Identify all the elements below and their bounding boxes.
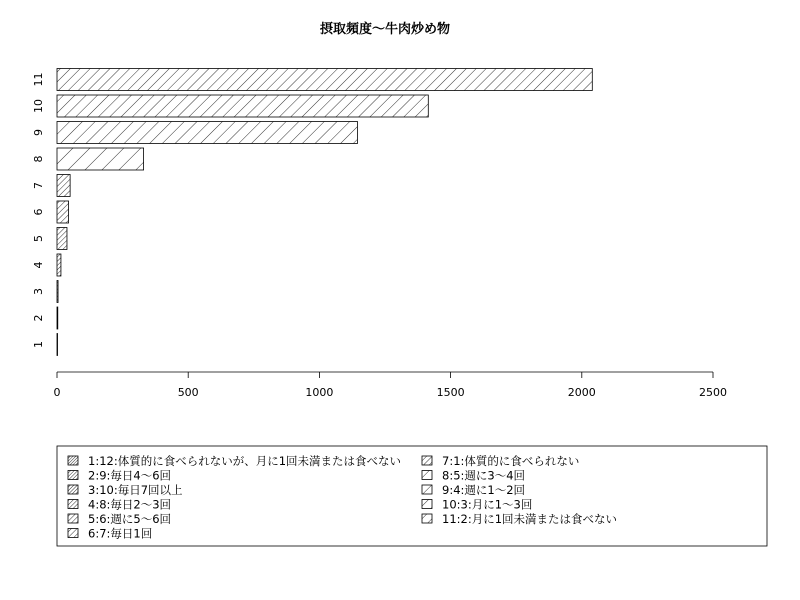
y-tick-label: 1 (32, 341, 45, 348)
legend-entry: 6:7:毎日1回 (88, 526, 153, 541)
y-axis (32, 73, 45, 349)
legend-swatch (68, 529, 78, 538)
legend-entry: 2:9:毎日4～6回 (88, 468, 172, 483)
legend-entry: 3:10:毎日7回以上 (88, 483, 183, 497)
legend-swatch (422, 471, 432, 480)
legend-swatch (422, 514, 432, 523)
bar-3 (57, 281, 58, 303)
x-tick-label: 0 (53, 386, 61, 399)
legend-entry: 1:12:体質的に食べられないが、月に1回未満または食べない (88, 454, 402, 468)
chart-title: 摂取頻度～牛肉炒め物 (319, 22, 451, 37)
y-tick-label: 11 (32, 72, 45, 87)
legend-entry: 5:6:週に5～6回 (88, 512, 172, 526)
legend-swatch (68, 485, 78, 494)
bar-10 (57, 95, 428, 117)
bar-5 (57, 228, 67, 250)
bar-1 (57, 334, 58, 356)
legend-swatch (68, 514, 78, 523)
legend-entry: 4:8:毎日2～3回 (88, 497, 172, 512)
y-tick-label: 7 (32, 182, 45, 189)
y-tick-label: 8 (32, 155, 45, 163)
bar-4 (57, 254, 61, 276)
y-tick-label: 10 (32, 99, 45, 113)
x-tick-label: 1500 (436, 386, 465, 399)
legend (57, 446, 767, 546)
x-axis (54, 372, 728, 399)
legend-swatch (422, 500, 432, 509)
legend-entry: 7:1:体質的に食べられない (442, 454, 580, 468)
legend-entry: 10:3:月に1～3回 (442, 497, 533, 512)
legend-swatch (68, 500, 78, 509)
x-tick-label: 1000 (305, 386, 334, 399)
legend-swatch (422, 485, 432, 494)
y-tick-label: 3 (32, 288, 45, 295)
bar-7 (57, 175, 70, 197)
bar-6 (57, 201, 69, 223)
x-tick-label: 2500 (699, 386, 727, 399)
legend-swatch (68, 456, 78, 465)
bar-11 (57, 69, 592, 91)
y-tick-label: 9 (32, 129, 45, 136)
legend-swatch (68, 471, 78, 480)
y-tick-label: 6 (32, 208, 45, 216)
legend-entry: 9:4:週に1～2回 (442, 483, 526, 497)
legend-swatch (422, 456, 432, 465)
y-tick-label: 4 (32, 261, 45, 269)
y-tick-label: 5 (32, 235, 45, 242)
bar-2 (57, 307, 58, 329)
bars-group (57, 69, 592, 356)
x-tick-label: 500 (177, 386, 199, 399)
legend-entry: 11:2:月に1回未満または食べない (442, 512, 618, 526)
x-tick-label: 2000 (567, 386, 596, 399)
y-tick-label: 2 (32, 314, 45, 322)
bar-8 (57, 148, 144, 170)
bar-9 (57, 122, 357, 144)
legend-entry: 8:5:週に3～4回 (442, 468, 526, 483)
